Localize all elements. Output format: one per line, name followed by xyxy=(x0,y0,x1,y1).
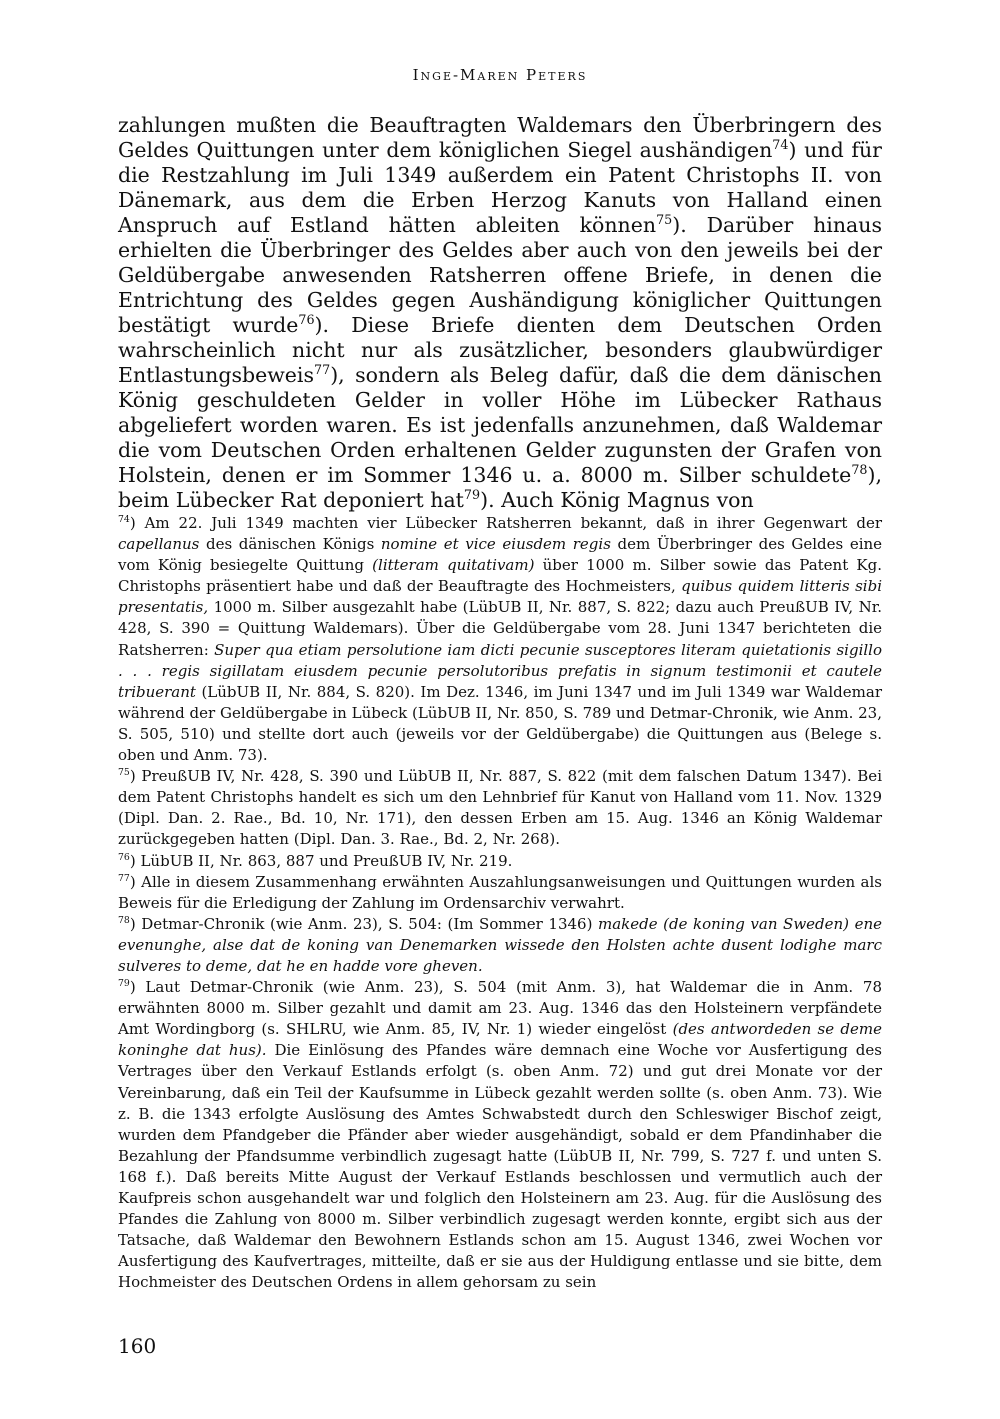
footnote-76 xyxy=(118,851,882,872)
page-number: 160 xyxy=(118,1334,157,1358)
footnote-ref-77: 77 xyxy=(314,362,331,378)
body-text: ) und für die Restzahlung im Juli 1349 außerdem ein Patent Christophs II. von Dänemark, aus dem die Erben Herzog Kanuts von Halland einen Anspruch auf Estland hätten ableiten können xyxy=(118,138,882,237)
body-paragraph xyxy=(118,113,882,513)
footnote-text: ) Alle in diesem Zusammenhang erwähnten Auszahlungsanweisungen und Quittungen wurden als Beweis für die Erledigung der Zahlung im Ordensarchiv verwahrt. xyxy=(118,872,882,912)
footnote-ref-74: 74 xyxy=(772,137,789,153)
footnote-mark: 74 xyxy=(118,514,130,525)
footnote-text: dem Überbringer des Geldes eine vom König besiegelte Quittung xyxy=(118,535,883,575)
footnote-italic: (litteram quitativam) xyxy=(372,556,535,575)
footnote-italic: Super qua etiam persolutione iam dicti pecunie susceptores literam quietationis sigillo . . . regis sigillatam eiusdem pecunie persolutoribus prefatis in signum testimonii et cautele tribuerant xyxy=(118,640,883,701)
running-header: Inge-Maren Peters xyxy=(412,66,588,84)
footnote-mark: 77 xyxy=(118,872,130,884)
main-text xyxy=(118,113,882,513)
footnote-78 xyxy=(118,914,882,977)
footnote-text: ) PreußUB IV, Nr. 428, S. 390 und LübUB II, Nr. 887, S. 822 (mit dem falschen Datum 1347). Bei dem Patent Christophs handelt es sich um den Lehnbrief für Kanut von Halland vom 11. Nov. 1329 (Dipl. Dan. 2. Rae., Bd. 10, Nr. 171), den dessen Erben am 15. Aug. 1346 an König Waldemar zurückgegeben hatten (Dipl. Dan. 3. Rae., Bd. 2, Nr. 268). xyxy=(118,767,882,849)
footnote-text: des dänischen Königs xyxy=(199,535,381,554)
footnote-text: (LübUB II, Nr. 884, S. 820). Im Dez. 1346, im Juni 1347 und im Juli 1349 war Waldemar während der Geldübergabe in Lübeck (LübUB II, Nr. 850, S. 789 und Detmar-Chronik, wie Anm. 23, S. 505, 510) und stellte dort auch (jeweils vor der Geldübergabe) die Quittungen aus (Belege s. oben und Anm. 73). xyxy=(118,682,882,765)
body-text: ), sondern als Beleg dafür, daß die dem dänischen König geschuldeten Gelder in voller Höhe im Lübecker Rathaus abgeliefert worden waren. Es ist jedenfalls anzunehmen, daß Waldemar die vom Deutschen Orden erhaltenen Gelder zugunsten der Grafen von Holstein, denen er im Sommer 1346 u. a. 8000 m. Silber schuldete xyxy=(118,363,882,487)
body-text: ). Diese Briefe dienten dem Deutschen Orden wahrscheinlich nicht nur als zusätzlicher, besonders glaubwürdiger Entlastungsbeweis xyxy=(118,313,882,387)
footnote-italic: (des antwordeden se deme koninghe dat hus). xyxy=(118,1020,883,1060)
footnote-79 xyxy=(118,977,882,1293)
body-text: ), beim Lübecker Rat deponiert hat xyxy=(118,463,882,512)
footnote-italic: nomine et vice eiusdem regis xyxy=(380,535,611,554)
footnote-text: ) Detmar-Chronik (wie Anm. 23), S. 504: (Im Sommer 1346) xyxy=(129,914,598,933)
footnote-italic: makede (de koning van Sweden) ene evenunghe, alse dat de koning van Denemarken wissede den Holsten achte dusent lodighe marc sulveres to deme, dat he en hadde vore gheven. xyxy=(118,914,882,975)
footnote-text: Die Einlösung des Pfandes wäre demnach eine Woche vor Ausfertigung des Vertrages über den Verkauf Estlands erfolgt (s. oben Anm. 72) und gut drei Monate vor der Vereinbarung, daß ein Teil der Kaufsumme in Lübeck gezahlt werden sollte (s. oben Anm. 73). Wie z. B. die 1343 erfolgte Auslösung des Amtes Schwabstedt durch den Schleswiger Bischof zeigt, wurden dem Pfandgeber die Pfänder aber wieder ausgehändigt, sobald er dem Pfandinhaber die Bezahlung der Pfandsumme verbindlich zugesagt hatte (LübUB II, Nr. 799, S. 727 f. und unten S. 168 f.). Daß bereits Mitte August der Verkauf Estlands beschlossen und vermutlich auch der Kaufpreis schon ausgehandelt war und folglich den Holsteinern am 23. Aug. für die Auslösung des Pfandes die Zahlung von 8000 m. Silber verbindlich zugesagt werden konnte, ergibt sich aus der Tatsache, daß Waldemar den Bewohnern Estlands schon am 15. August 1346, zwei Wochen vor Ausfertigung des Kaufvertrages, mitteilte, daß er sie aus der Huldigung entlasse und sie bitte, dem Hochmeister des Deutschen Ordens in allem gehorsam zu sein xyxy=(118,1041,882,1292)
footnote-italic: capellanus xyxy=(118,535,200,554)
footnote-77 xyxy=(118,872,882,914)
body-text: zahlungen mußten die Beauftragten Waldemars den Überbringern des Geldes Quittungen unter dem königlichen Siegel aushändigen xyxy=(118,113,882,162)
footnote-74 xyxy=(118,513,882,766)
footnote-text: ) Am 22. Juli 1349 machten vier Lübecker Ratsherren bekannt, daß in ihrer Gegenwart der xyxy=(129,514,882,532)
footnote-ref-79: 79 xyxy=(463,487,481,503)
body-text: ). Auch König Magnus von xyxy=(480,488,754,512)
footnote-ref-75: 75 xyxy=(656,212,673,228)
footnote-text: ) LübUB II, Nr. 863, 887 und PreußUB IV, Nr. 219. xyxy=(129,851,513,870)
footnote-75 xyxy=(118,766,882,850)
footnote-text: ) Laut Detmar-Chronik (wie Anm. 23), S. 504 (mit Anm. 3), hat Waldemar die in Anm. 78 erwähnten 8000 m. Silber gezahlt und damit am 23. Aug. 1346 das den Holsteinern verpfändete Amt Wordingborg (s. SHLRU, wie Anm. 85, IV, Nr. 1) wieder eingelöst xyxy=(118,978,882,1039)
body-text: ). Darüber hinaus erhielten die Überbringer des Geldes aber auch von den jeweils bei der Geldübergabe anwesenden Ratsherren offene Briefe, in denen die Entrichtung des Geldes gegen Aushändigung königlicher Quittungen bestätigt wurde xyxy=(118,213,882,337)
footnote-mark: 75 xyxy=(118,767,130,779)
footnotes xyxy=(118,513,882,1293)
footnote-mark: 76 xyxy=(118,851,130,863)
footnote-mark: 79 xyxy=(118,978,130,990)
footnote-ref-76: 76 xyxy=(298,312,315,328)
footnote-italic: quibus quidem litteris sibi presentatis, xyxy=(118,577,882,617)
footnote-ref-78: 78 xyxy=(851,462,868,478)
footnote-text: 1000 m. Silber ausgezahlt habe (LübUB II, Nr. 887, S. 822; dazu auch PreußUB IV, Nr. 428, S. 390 = Quittung Waldemars). Über die Geldübergabe vom 28. Juni 1347 berichteten die Ratsherren: xyxy=(118,598,882,659)
footnote-mark: 78 xyxy=(118,914,130,926)
footnote-text: über 1000 m. Silber sowie das Patent Kg. Christophs präsentiert habe und daß der Beauftragte des Hochmeisters, xyxy=(118,556,882,596)
